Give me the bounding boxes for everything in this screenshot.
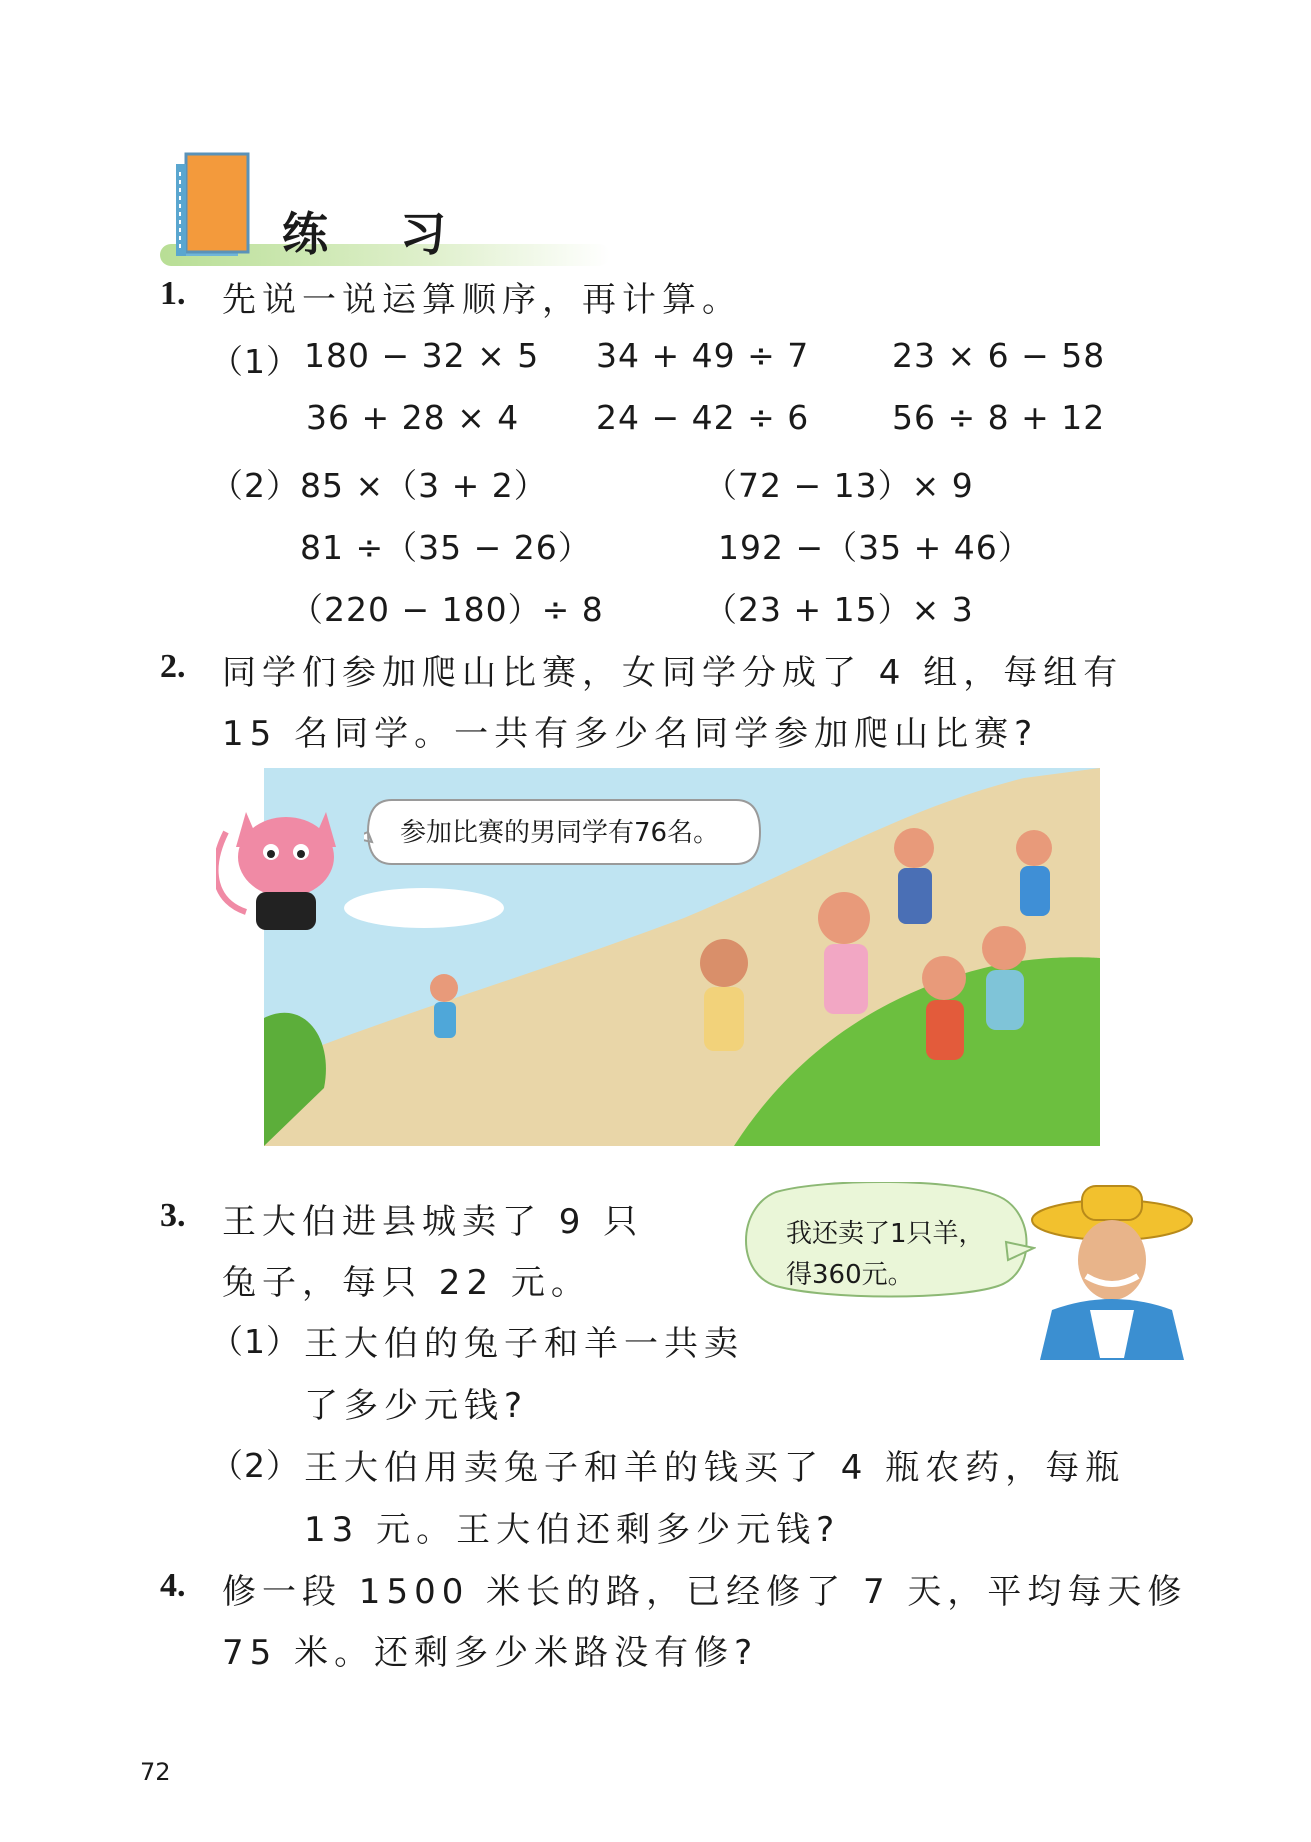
q1-expr: 81 ÷（35 − 26） xyxy=(300,528,592,567)
q1-expr: 192 −（35 + 46） xyxy=(718,528,1032,567)
q3-line2: 兔子，每只 22 元。 xyxy=(222,1263,591,1303)
q1-expr: 24 − 42 ÷ 6 xyxy=(596,398,810,437)
q3-part2-label: （2） xyxy=(210,1446,300,1485)
page-number: 72 xyxy=(140,1758,171,1786)
q3-part1-line1: 王大伯的兔子和羊一共卖 xyxy=(304,1324,744,1364)
q1-expr: 36 + 28 × 4 xyxy=(306,398,520,437)
q2-number: 2. xyxy=(160,648,186,685)
q1-expr: 180 − 32 × 5 xyxy=(304,336,540,375)
q1-expr: （23 + 15）× 3 xyxy=(704,590,974,629)
cat-character xyxy=(216,792,346,942)
q1-expr: （220 − 180）÷ 8 xyxy=(290,590,604,629)
q4-number: 4. xyxy=(160,1567,186,1604)
q3-part2-line2: 13 元。王大伯还剩多少元钱? xyxy=(304,1510,841,1550)
q3-bubble-line1: 我还卖了1只羊， xyxy=(786,1219,985,1249)
q1-expr: 56 ÷ 8 + 12 xyxy=(892,398,1106,437)
q3-part1-label: （1） xyxy=(210,1322,300,1361)
book-icon xyxy=(172,150,252,262)
q1-text: 先说一说运算顺序，再计算。 xyxy=(222,280,742,320)
farmer-illustration xyxy=(1020,1180,1196,1360)
q3-part2-line1: 王大伯用卖兔子和羊的钱买了 4 瓶农药，每瓶 xyxy=(304,1448,1126,1488)
q2-line1: 同学们参加爬山比赛，女同学分成了 4 组，每组有 xyxy=(222,653,1124,693)
q2-bubble-text: 参加比赛的男同学有76名。 xyxy=(400,818,720,848)
q3-line1: 王大伯进县城卖了 9 只 xyxy=(222,1202,644,1242)
q3-number: 3. xyxy=(160,1197,186,1234)
q1-expr: 23 × 6 − 58 xyxy=(892,336,1106,375)
q4-line1: 修一段 1500 米长的路，已经修了 7 天，平均每天修 xyxy=(222,1572,1188,1612)
q1-expr: （72 − 13）× 9 xyxy=(704,466,974,505)
q4-line2: 75 米。还剩多少米路没有修? xyxy=(222,1633,759,1673)
q1-part1-label: （1） xyxy=(210,342,300,381)
page-title: 练 习 xyxy=(282,207,475,261)
q1-expr: 34 + 49 ÷ 7 xyxy=(596,336,810,375)
q2-line2: 15 名同学。一共有多少名同学参加爬山比赛? xyxy=(222,714,1039,754)
q1-number: 1. xyxy=(160,275,186,312)
q3-bubble-line2: 得360元。 xyxy=(786,1260,914,1290)
q1-expr: 85 ×（3 + 2） xyxy=(300,466,548,505)
q3-part1-line2: 了多少元钱? xyxy=(304,1386,529,1426)
q1-part2-label: （2） xyxy=(210,466,300,505)
